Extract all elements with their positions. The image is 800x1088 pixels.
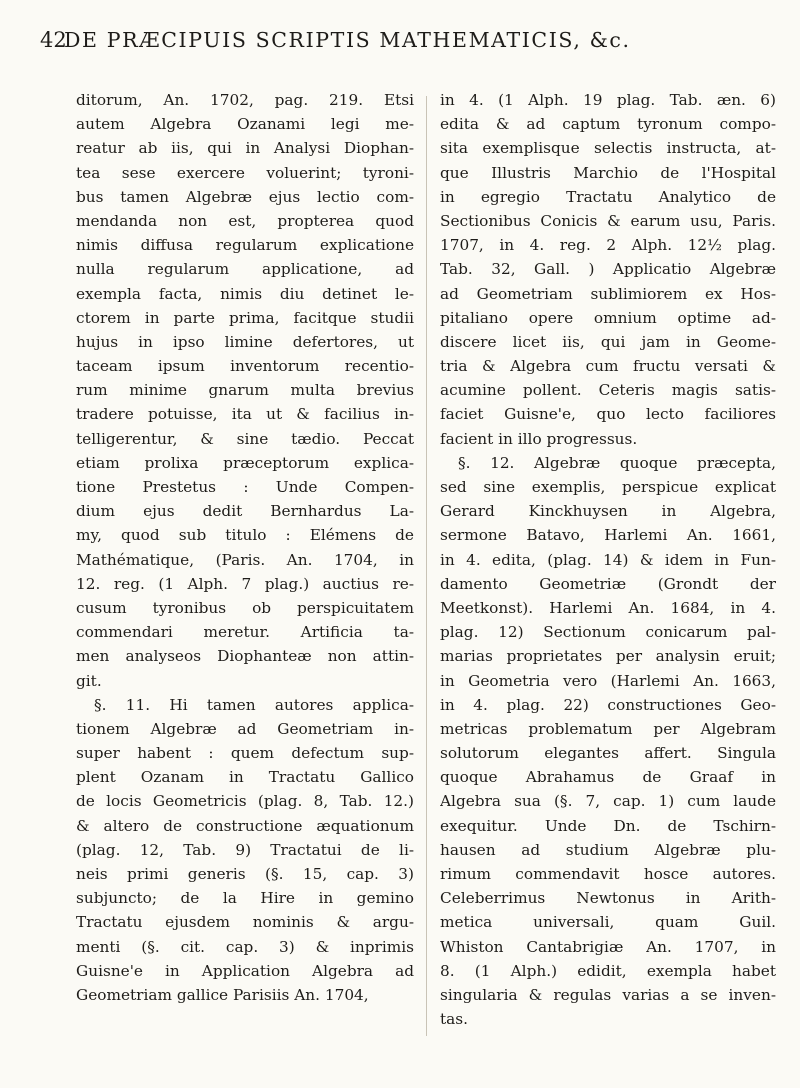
text-line: rimum commendavit hosce autores. — [440, 865, 776, 883]
text-line: Tab. 32, Gall. ) Applicatio Algebræ — [440, 260, 776, 279]
text-line: bus tamen Algebræ ejus lectio com- — [76, 187, 414, 206]
text-line: cusum tyronibus ob perspicuitatem — [76, 598, 414, 617]
text-line: sermone Batavo, Harlemi An. 1661, — [440, 526, 776, 545]
text-line: ctorem in parte prima, facitque studii — [76, 308, 414, 327]
text-line: 12. reg. (1 Alph. 7 plag.) auctius re- — [76, 574, 414, 593]
text-line: §. 12. Algebræ quoque præcepta, — [458, 453, 776, 472]
text-line: discere licet iis, qui jam in Geome- — [440, 332, 776, 351]
text-line: Tractatu ejusdem nominis & argu- — [76, 913, 414, 932]
text-line: Mathématique, (Paris. An. 1704, in — [76, 550, 414, 569]
text-line: exempla facta, nimis diu detinet le- — [76, 284, 414, 303]
text-line: etiam prolixa præceptorum explica- — [76, 453, 414, 472]
text-line: sita exemplisque selectis instructa, at- — [440, 139, 776, 158]
text-line: tria & Algebra cum fructu versati & — [440, 357, 776, 376]
text-line: git. — [76, 671, 102, 690]
text-line: de locis Geometricis (plag. 8, Tab. 12.) — [76, 792, 414, 811]
text-line: subjuncto; de la Hire in gemino — [76, 889, 414, 908]
text-line: & altero de constructione æquationum — [76, 816, 414, 835]
page-number: 42 — [40, 28, 67, 52]
text-line: in 4. plag. 22) constructiones Geo- — [440, 695, 776, 714]
text-line: plent Ozanam in Tractatu Gallico — [76, 768, 414, 787]
text-line: menti (§. cit. cap. 3) & inprimis — [76, 937, 414, 956]
text-line: pitaliano opere omnium optime ad- — [440, 308, 776, 327]
text-line: nulla regularum applicatione, ad — [76, 260, 414, 279]
text-line: reatur ab iis, qui in Analysi Diophan- — [76, 139, 414, 158]
text-line: in 4. (1 Alph. 19 plag. Tab. æn. 6) — [440, 91, 776, 109]
text-line: Guisne'e in Application Algebra ad — [76, 961, 414, 980]
text-line: nimis diffusa regularum explicatione — [76, 236, 414, 255]
text-line: mendanda non est, propterea quod — [76, 211, 414, 230]
text-line: exequitur. Unde Dn. de Tschirn- — [440, 816, 776, 835]
text-line: my, quod sub titulo : Elémens de — [76, 526, 414, 545]
text-line: dium ejus dedit Bernhardus La- — [76, 502, 414, 521]
text-line: edita & ad captum tyronum compo- — [440, 115, 776, 134]
text-line: acumine pollent. Ceteris magis satis- — [440, 381, 776, 400]
text-line: Whiston Cantabrigiæ An. 1707, in — [440, 937, 776, 956]
text-line: §. 11. Hi tamen autores applica- — [94, 695, 414, 714]
text-line: Gerard Kinckhuysen in Algebra, — [440, 502, 776, 521]
text-line: men analyseos Diophanteæ non attin- — [76, 647, 414, 666]
text-line: que Illustris Marchio de l'Hospital — [440, 163, 776, 182]
text-line: 8. (1 Alph.) edidit, exempla habet — [440, 961, 776, 980]
column-divider — [426, 96, 427, 1036]
text-line: plag. 12) Sectionum conicarum pal- — [440, 623, 776, 642]
text-line: tradere potuisse, ita ut & facilius in- — [76, 405, 414, 424]
text-line: neis primi generis (§. 15, cap. 3) — [76, 865, 414, 883]
text-line: in 4. edita, (plag. 14) & idem in Fun- — [440, 550, 776, 569]
text-line: tionem Algebræ ad Geometriam in- — [76, 719, 414, 738]
text-line: damento Geometriæ (Grondt der — [440, 574, 776, 593]
right-column — [440, 88, 776, 1031]
text-line: singularia & regulas varias a se inven- — [440, 985, 776, 1004]
text-line: 1707, in 4. reg. 2 Alph. 12½ plag. — [440, 236, 776, 255]
text-line: sed sine exemplis, perspicue explicat — [440, 478, 776, 496]
text-line: Sectionibus Conicis & earum usu, Paris. — [440, 211, 776, 230]
text-line: telligerentur, & sine tædio. Peccat — [76, 429, 414, 448]
text-line: tione Prestetus : Unde Compen- — [76, 478, 414, 496]
text-line: solutorum elegantes affert. Singula — [440, 744, 776, 763]
text-line: rum minime gnarum multa brevius — [76, 381, 414, 400]
text-line: hausen ad studium Algebræ plu- — [440, 840, 776, 859]
page-header — [40, 22, 780, 62]
text-line: commendari meretur. Artificia ta- — [76, 623, 414, 642]
text-line: marias proprietates per analysin eruit; — [440, 647, 776, 666]
text-line: Geometriam gallice Parisiis An. 1704, — [76, 985, 369, 1004]
text-line: (plag. 12, Tab. 9) Tractatui de li- — [76, 840, 414, 859]
text-line: faciet Guisne'e, quo lecto faciliores — [440, 405, 776, 424]
text-line: autem Algebra Ozanami legi me- — [76, 115, 414, 134]
text-line: Algebra sua (§. 7, cap. 1) cum laude — [440, 792, 776, 811]
text-line: metricas problematum per Algebram — [440, 719, 776, 738]
text-line: taceam ipsum inventorum recentio- — [76, 357, 414, 376]
text-line: super habent : quem defectum sup- — [76, 744, 414, 763]
text-line: metica universali, quam Guil. — [440, 913, 776, 932]
text-line: ditorum, An. 1702, pag. 219. Etsi — [76, 91, 414, 109]
running-head: DE PRÆCIPUIS SCRIPTIS MATHEMATICIS, &c. — [64, 28, 631, 52]
text-line: tea sese exercere voluerint; tyroni- — [76, 163, 414, 182]
text-line: facient in illo progressus. — [440, 429, 638, 448]
text-line: quoque Abrahamus de Graaf in — [440, 768, 776, 787]
text-line: tas. — [440, 1010, 468, 1029]
text-line: hujus in ipso limine defertores, ut — [76, 332, 414, 351]
text-line: Meetkonst). Harlemi An. 1684, in 4. — [440, 598, 776, 617]
text-line: in egregio Tractatu Analytico de — [440, 187, 776, 206]
text-line: ad Geometriam sublimiorem ex Hos- — [440, 284, 776, 303]
left-column — [76, 88, 414, 1007]
text-line: Celeberrimus Newtonus in Arith- — [440, 889, 776, 908]
text-line: in Geometria vero (Harlemi An. 1663, — [440, 671, 776, 690]
